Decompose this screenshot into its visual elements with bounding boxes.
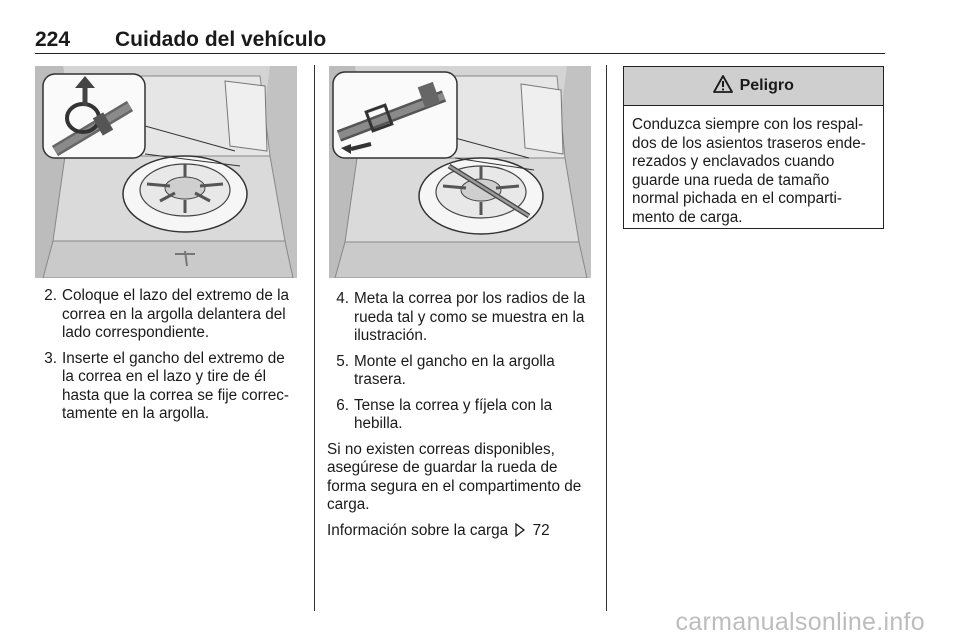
column-divider-right	[606, 65, 607, 611]
page-header	[35, 28, 885, 52]
header-rule	[35, 53, 885, 54]
column-left-text	[35, 287, 300, 431]
step-text: Tense la correa y fíjela con la hebilla.	[354, 396, 553, 432]
strap-through-wheel-illustration	[329, 66, 591, 278]
step-item	[327, 397, 592, 434]
page-reference-arrow-icon	[514, 523, 526, 537]
step-number: 4.	[336, 290, 349, 307]
page-number: 224	[35, 28, 71, 51]
steps-list	[35, 287, 300, 424]
chapter-title: Cuidado del vehículo	[115, 28, 327, 51]
step-item	[35, 350, 300, 424]
step-text: Meta la correa por los radios de la rueda tal y como se muestra en la ilustración.	[354, 290, 586, 344]
storage-note-paragraph: Si no existen correas disponibles, asegúrese de guardar la rueda de forma segura en el compartimento de carga.	[327, 440, 582, 513]
trunk-drawing	[329, 66, 591, 278]
site-watermark: carmanualsonline.info	[675, 608, 925, 636]
cross-reference-text: Información sobre la carga	[327, 521, 509, 539]
warning-triangle-icon	[713, 75, 733, 93]
step-text: Inserte el gancho del extremo de la correa en el lazo y tire de él hasta que la correa se fije correctamente en la argolla.	[62, 349, 290, 422]
step-text: Monte el gancho en la argolla trasera.	[354, 352, 555, 388]
warning-body: Conduzca siempre con los respaldos de los asientos traseros enderezados y enclavados cuando guarde una rueda de tamaño normal pichada en el compartimento de carga.	[632, 116, 866, 226]
danger-warning-box	[623, 66, 884, 229]
cross-reference-page: 72	[532, 521, 550, 539]
step-item	[327, 353, 592, 390]
spare-wheel-strap-loop-illustration	[35, 66, 297, 278]
step-number: 5.	[336, 352, 349, 370]
step-number: 3.	[44, 349, 57, 367]
warning-header	[624, 67, 883, 106]
step-number: 2.	[44, 287, 57, 304]
step-item	[327, 290, 592, 346]
column-middle-text	[327, 290, 592, 547]
steps-list	[327, 290, 592, 434]
step-number: 6.	[336, 396, 349, 414]
cross-reference[interactable]	[327, 522, 592, 541]
step-item	[35, 287, 300, 343]
trunk-drawing	[35, 66, 297, 278]
step-text: Coloque el lazo del extremo de la correa en la argolla delantera del lado correspondiente.	[62, 287, 290, 341]
warning-title: Peligro	[739, 77, 794, 94]
column-divider-left	[314, 65, 315, 611]
